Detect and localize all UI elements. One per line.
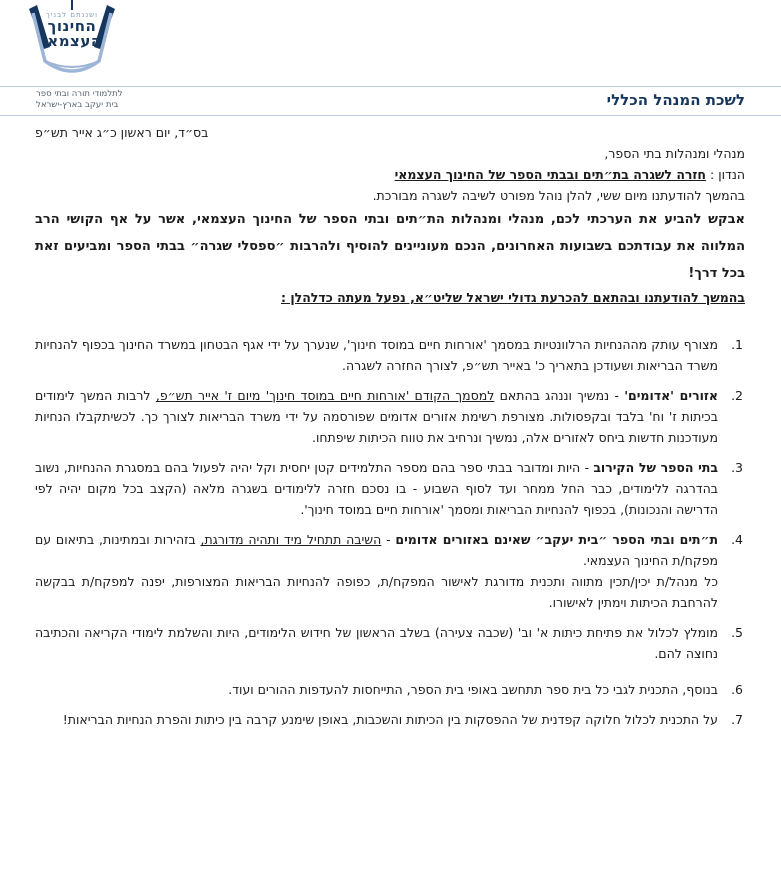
directives-list bbox=[35, 334, 745, 730]
item-text: מצורף עותק מההנחיות הרלוונטיות במסמך 'אורחות חיים במוסד חינוך', שנערך על ידי אגף הבטחון במשרד החינוך בכפוף להנחיות משרד הבריאות ושעודכן בתאריך כ' באייר תש״פ, לצורך החזרה לשגרה. bbox=[35, 337, 718, 373]
item-text: על התכנית לכלול חלוקה קפדנית של ההפסקות בין הכיתות והשכבות, באופן שימנע קרבה בין כיתות והפרת הנחיות הבריאות! bbox=[62, 712, 718, 727]
masthead-divider-bottom bbox=[0, 115, 781, 116]
item-text: בנוסף, התכנית לגבי כל בית ספר תתחשב באופי בית הספר, התייחסות להעדפות ההורים ועוד. bbox=[228, 682, 718, 697]
subject-label: הנדון : bbox=[706, 167, 745, 182]
item-number: 6. bbox=[731, 682, 743, 697]
item-number: 3. bbox=[731, 460, 743, 475]
item-number: 5. bbox=[731, 625, 743, 640]
logo-motto: ושננתם לבניך bbox=[45, 11, 99, 19]
logo-title-line1: החינוך bbox=[47, 17, 97, 35]
item-number: 1. bbox=[731, 337, 743, 352]
list-item-6 bbox=[35, 679, 745, 700]
item-bold-text: ת״תים ובתי הספר ״בית יעקב״ שאינם באזורים אדומים bbox=[395, 532, 719, 547]
logo-subtitle-line2: בית יעקב בארץ-ישראל bbox=[36, 100, 119, 110]
directive-intro: בהמשך להודעתנו ובהתאם להכרעת גדולי ישראל שליט״א, נפעל מעתה כדלהלן : bbox=[281, 290, 745, 305]
intro-paragraph: בהמשך להודעתנו מיום ששי, להלן נוהל מפורט לשיבה לשגרה מבורכת. bbox=[372, 188, 745, 203]
item-second-paragraph: כל מנהל/ת יכין/תכין מתווה ותכנית מדורגת לאישור המפקח/ת, כפופה להנחיות הבריאות המצורפות, יפנה למפקח/ת בבקשה להרחבת הכיתות וימתין לאישורו. bbox=[35, 574, 718, 610]
list-item-7 bbox=[35, 709, 745, 730]
list-item-2 bbox=[35, 385, 745, 448]
office-title: לשכת המנהל הכללי bbox=[606, 91, 745, 109]
letter-body bbox=[0, 122, 781, 730]
item-text: - bbox=[381, 532, 396, 547]
logo-title-line2: העצמאי bbox=[42, 32, 102, 50]
list-item-1 bbox=[35, 334, 745, 376]
item-text: לרבות המשך לימודים בכיתות ז' וח' בלבד ובקפסולות. מצורפת רשימת אזורים אדומים שפורסמה על ידי משרד הבריאות לצורך כך. לכשיתקבלו הנחיות מעודכנות חדשות ביחס לאזורים אלה, נמשיך ונרחיב את טווח הכיתות שיפתחו. bbox=[35, 388, 718, 445]
list-item-3 bbox=[35, 457, 745, 520]
item-text: - היות ומדובר בבתי ספר בהם מספר התלמידים קטן יחסית וקל יהיה לפעול בהם במסגרת ההנחיות, נשוב בהדרגה ללימודים, כבר החל ממחר ועד לסוף השבוע - בו נסכם חזרה ללימודים בשגרה מלאה (הקצב בכל מקום יהיה לפי הדרישה והנכונות), בכפוף להנחיות הבריאות ומסמך 'אורחות חיים במוסד חינוך'. bbox=[35, 460, 718, 517]
logo-subtitle bbox=[36, 89, 123, 111]
item-text: מומלץ לכלול את פתיחת כיתות א' וב' (שכבה צעירה) בשלב הראשון של חידוש הלימודים, היות והשלמת לימודי הקריאה והכתיבה נחוצה להם. bbox=[35, 625, 718, 661]
item-number: 4. bbox=[731, 532, 743, 547]
appreciation-paragraph: אבקש להביע את הערכתי לכם, מנהלי ומנהלות הת״תים ובתי הספר של החינוך העצמאי, אשר על אף הקושי הרב המלווה את עבודתכם בשבועות האחרונים, הנכם מעוניינים להוסיף ולהרבות ״ספסלי שגרה״ בבתי הספר ומביעים זאת בכל דרך! bbox=[35, 212, 745, 281]
item-bold-text: בתי הספר של הקירוב bbox=[593, 460, 718, 475]
item-number: 7. bbox=[731, 712, 743, 727]
subject-line bbox=[35, 164, 745, 185]
item-underlined-text: למסמך הקודם 'אורחות חיים במוסד חינוך' מיום ז' אייר תש״פ, bbox=[155, 388, 495, 403]
subject-text: חזרה לשגרה בת״תים ובבתי הספר של החינוך העצמאי bbox=[394, 167, 707, 182]
list-item-4 bbox=[35, 529, 745, 613]
logo-subtitle-line1: לתלמודי תורה ובתי ספר bbox=[36, 89, 123, 99]
item-text: - נמשיך וננהג בהתאם bbox=[494, 388, 625, 403]
salutation: מנהלי ומנהלות בתי הספר, bbox=[604, 146, 745, 161]
item-number: 2. bbox=[731, 388, 743, 403]
item-text: בזהירות ובמתינות, בתיאום עם מפקח/ת החינוך העצמאי. bbox=[35, 532, 718, 568]
logo-text bbox=[22, 11, 122, 49]
item-underlined-text: השיבה תתחיל מיד ותהיה מדורגת, bbox=[200, 532, 382, 547]
list-item-5 bbox=[35, 622, 745, 664]
logo bbox=[22, 0, 122, 86]
date-line: בס״ד, יום ראשון כ״ג אייר תש״פ bbox=[35, 125, 209, 140]
item-bold-text: אזורים 'אדומים' bbox=[624, 388, 718, 403]
masthead bbox=[0, 0, 781, 122]
masthead-divider-top bbox=[0, 86, 781, 87]
